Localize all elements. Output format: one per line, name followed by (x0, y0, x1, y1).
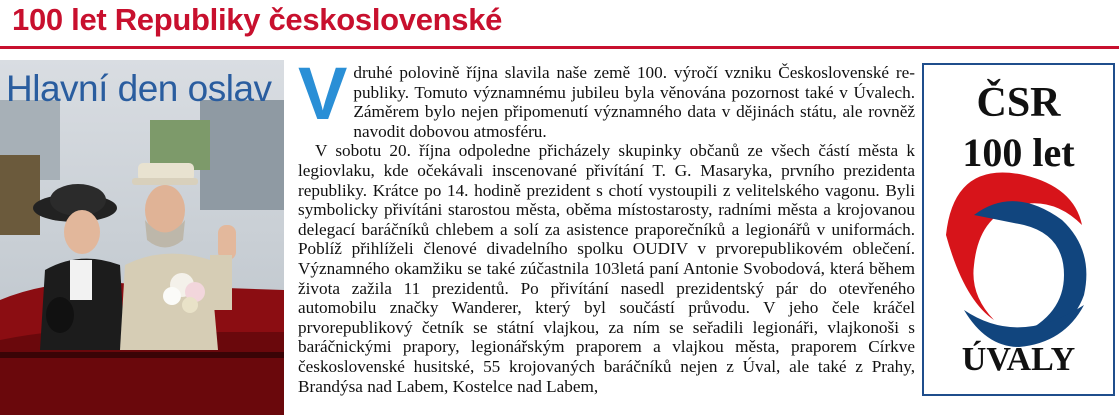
drop-cap: V (298, 52, 348, 135)
photo (0, 60, 284, 415)
article-body (298, 52, 915, 396)
headline: 100 let Republiky československé (12, 2, 503, 37)
article-paragraph: V sobotu 20. října odpoledne přicházely skupinky občanů ze všech částí města k legiovlaku, kde očekávali inscenované přivítání T. G. Masaryka, prvního prezidenta republiky. Krátce po 14. hodině prezident s chotí vystoupili z velitelského vagonu. Byli symbolicky přivítáni starostou města, oběma místostarosty, radními města a krojovanou delegací baráčníků chlebem a solí za asistence praporečníků a legionářů v uniformách. Poblíž přihlíželi členové divadelního spolku OUDIV v prvorepublikovém oblečení. Významného okamžiku se také zúčastnila 103letá paní Antonie Svobodová, která během života zažila 11 prezidentů. Po přivítání nasedl prezidentský pár do otevřeného automobilu značky Wanderer, který byl součástí průvodu. V jeho čele kráčel prvorepublikový četník se státní vlajkou, za ním se seřadili legionáři, vlajkonoši s baráčnickými prapory, legionářským praporem a vlajkou města, praporem Církve československé husitské, 55 krojovaných baráčníků nejen z Úval, ale také z Prahy, Brandýsa nad Labem, Kostelce nad Labem, (298, 141, 915, 396)
headline-rule (0, 46, 1119, 49)
paragraph-text: druhé polovině října slavila naše země 100. výročí vzniku Československé republiky. Tomuto významnému jubileu byla věnována pozornost také v Úvalech. Záměrem bylo nejen připomenutí významného data v dějinách státu, ale rovněž navodit dobovou atmosféru. (353, 63, 915, 141)
photo-caption: Hlavní den oslav (6, 68, 272, 109)
logo-line-1: ČSR (976, 80, 1061, 126)
logo-line-2: 100 let (962, 130, 1075, 175)
csr-100-logo (922, 63, 1115, 396)
logo-line-3: ÚVALY (961, 341, 1076, 378)
article-paragraph (298, 52, 915, 141)
photo-illustration (0, 60, 284, 415)
